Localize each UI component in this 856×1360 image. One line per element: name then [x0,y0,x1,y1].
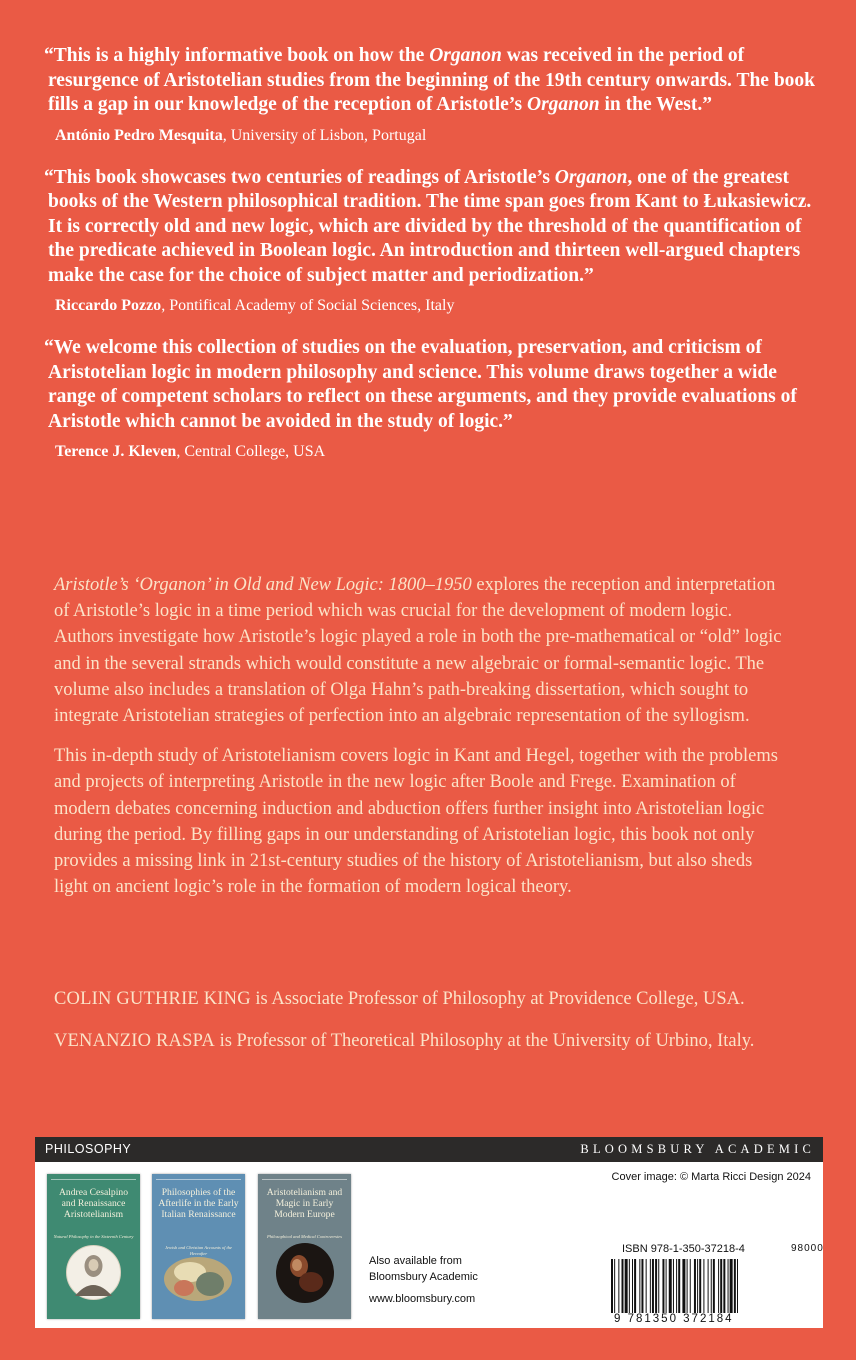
barcode-bar [687,1259,688,1313]
related-book-2: Philosophies of the Afterlife in the Early Italian Renaissance Jewish and Christian Accounts of the Hereafter [152,1174,245,1319]
endorsement-1-attribution: António Pedro Mesquita, University of Lisbon, Portugal [55,126,427,144]
endorsement-2-attribution: Riccardo Pozzo, Pontifical Academy of Social Sciences, Italy [55,297,455,314]
barcode-bar [682,1259,685,1313]
author-bio-1: COLIN GUTHRIE KING is Associate Professor of Philosophy at Providence College, USA. [54,989,745,1009]
book-description [54,572,786,914]
endorsement-2 [44,166,823,317]
endorser-name: Riccardo Pozzo [55,297,162,314]
cover-credit: Cover image: © Marta Ricci Design 2024 [611,1171,811,1183]
barcode-bar [632,1259,633,1313]
barcode-bar [641,1259,643,1313]
related-book-3: Aristotelianism and Magic in Early Modern Europe Philosophical and Medical Controversies [258,1174,351,1319]
barcode-bar [669,1259,672,1313]
endorsement-2-text: “This book showcases two centuries of readings of Aristotle’s Organon, one of the greatest books of the Western philosophical tradition. The time span goes from Kant to Łukasiewicz. It is correctly old and new logic, which are divided by the threshold of the quantification of the predicate achieved in Boolean logic. An introduction and thirteen well-argued chapters make the case for the choice of subject matter and periodization.” [44,166,812,286]
barcode-bar [718,1259,719,1313]
endorsement-1 [44,44,823,146]
website-link[interactable]: www.bloomsbury.com [369,1293,476,1305]
barcode-bar [662,1259,664,1313]
author-bios [54,986,786,1070]
barcode-bar [611,1259,613,1313]
barcode-bar [734,1259,736,1313]
barcode-bar [639,1259,640,1313]
endorsement-3-attribution: Terence J. Kleven, Central College, USA [55,443,326,460]
barcode-bar [652,1259,654,1313]
barcode-digits: 9 781350 372184 [614,1313,734,1325]
barcode-bar [666,1259,667,1313]
barcode-bar [676,1259,677,1313]
related-book-1: Andrea Cesalpino and Renaissance Aristotelianism Natural Philosophy in the Sixteenth Century [47,1174,140,1319]
barcode-bar [703,1259,704,1313]
endorsements [44,44,823,482]
endorsement-3 [44,336,823,462]
endorsement-3-text: “We welcome this collection of studies on the evaluation, preservation, and criticism of Aristotelian logic in modern philosophy and science. This volume draws together a wide range of competent scholars to reflect on these arguments, and they provide evaluations of Aristotle which cannot be avoided in the study of logic.” [44,337,797,432]
barcode-bar [697,1259,698,1313]
publisher-name: BLOOMSBURY ACADEMIC [580,1142,815,1156]
barcode-bar [730,1259,733,1313]
isbn-label: ISBN 978-1-350-37218-4 [622,1243,745,1255]
barcode-bar [694,1259,696,1313]
barcode-bar [625,1259,628,1313]
endorser-name: Terence J. Kleven [55,443,177,460]
barcode-bar [634,1259,636,1313]
price-code: 98000 [791,1243,824,1254]
barcode-bar [708,1259,709,1313]
painting-illustration [275,1242,335,1304]
barcode [611,1259,812,1313]
barcode-bar [737,1259,738,1313]
barcode-bar [711,1259,712,1313]
author-name: COLIN GUTHRIE KING [54,989,251,1009]
author-name: VENANZIO RASPA [54,1031,215,1051]
barcode-bar [678,1259,680,1313]
author-bio-2: VENANZIO RASPA is Professor of Theoretical Philosophy at the University of Urbino, Italy. [54,1031,755,1051]
barcode-bar [673,1259,674,1313]
barcode-bar [629,1259,630,1313]
painting-illustration [162,1254,235,1304]
publisher-strip [35,1137,823,1328]
barcode-bar [699,1259,701,1313]
barcode-bar [658,1259,659,1313]
barcode-bar [728,1259,729,1313]
barcode-bar [720,1259,722,1313]
description-paragraph-1: Aristotle’s ‘Organon’ in Old and New Logic: 1800–1950 explores the reception and interpretation of Aristotle’s logic in a time period which was crucial for the development of modern logic. Authors investigate how Aristotle’s logic played a role in both the pre-mathematical or “old” logic and in the several strands which would constitute a new algebraic or formal-semantic logic. The volume also includes a translation of Olga Hahn’s path-breaking dissertation, which sought to integrate Aristotelian strategies of perfection into an algebraic representation of the syllogism. [54,575,782,727]
also-available: Also available from Bloomsbury Academic www.bloomsbury.com [369,1255,478,1305]
portrait-illustration [65,1244,122,1301]
barcode-bar [614,1259,615,1313]
book-title: Aristotle’s ‘Organon’ in Old and New Logic: 1800–1950 [54,575,472,595]
barcode-bar [622,1259,624,1313]
endorsement-1-text: “This is a highly informative book on how the Organon was received in the period of resurgence of Aristotelian studies from the beginning of the 19th century onwards. The book fills a gap in our knowledge of the reception of Aristotle’s Organon in the West.” [44,45,816,115]
barcode-bar [618,1259,619,1313]
barcode-bar [723,1259,725,1313]
barcode-bar [690,1259,691,1313]
subject-bar [35,1137,823,1162]
barcode-bar [650,1259,651,1313]
subject-label: PHILOSOPHY [45,1142,132,1156]
barcode-bar [646,1259,647,1313]
barcode-bar [655,1259,657,1313]
description-paragraph-2: This in-depth study of Aristotelianism covers logic in Kant and Hegel, together with the problems and projects of interpreting Aristotle in the new logic after Boole and Frege. Examination of modern debates concerning induction and abduction offers further insight into Aristotelian logic during the period. By filling gaps in our understanding of Aristotelian logic, this book not only provides a missing link in 21st-century studies of the history of Aristotelianism, but also sheds light on ancient logic’s role in the formation of modern logical theory. [54,746,778,898]
endorser-name: António Pedro Mesquita [55,126,223,144]
barcode-bar [713,1259,715,1313]
